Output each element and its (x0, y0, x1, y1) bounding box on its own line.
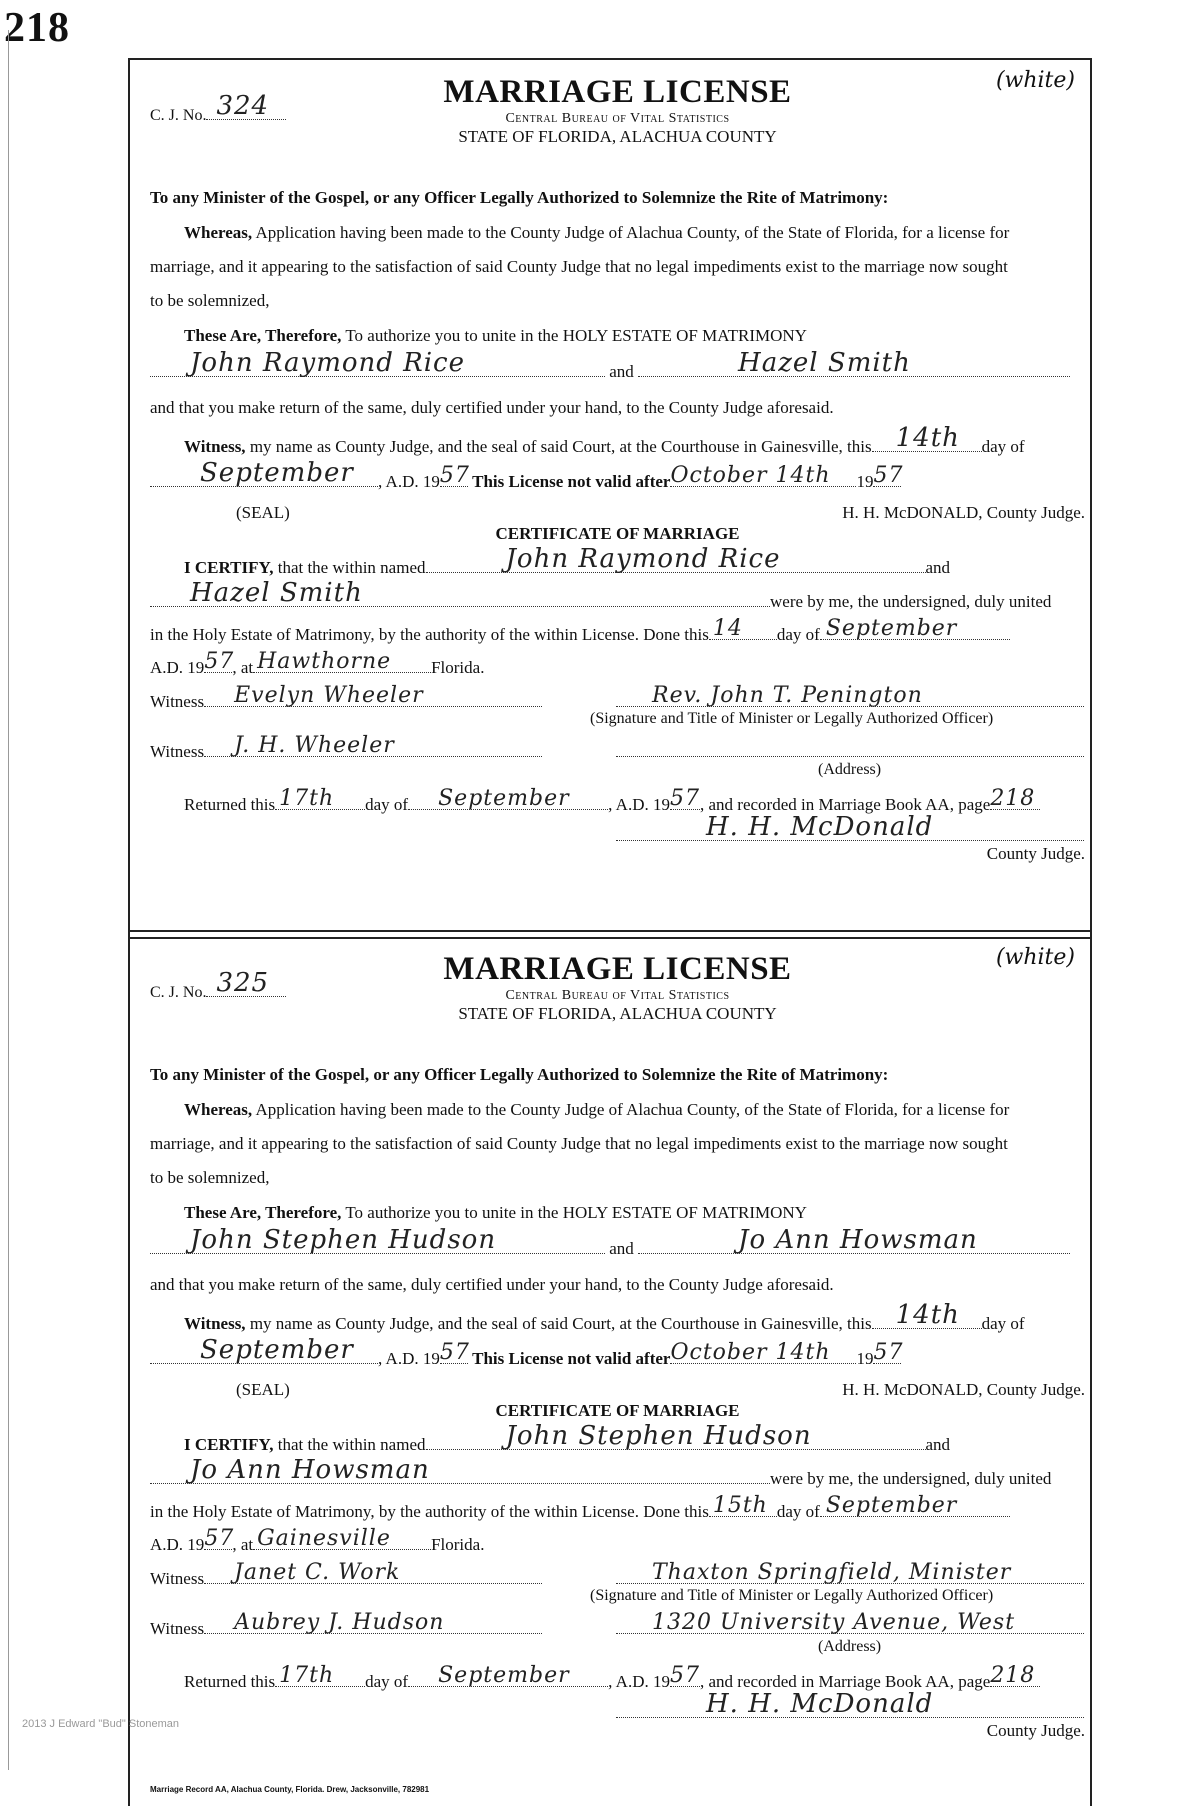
witness-text: my name as County Judge, and the seal of said Court, at the Courthouse in Gainesville, this (245, 437, 872, 456)
state-county: STATE OF FLORIDA, ALACHUA COUNTY (458, 127, 777, 146)
officiant-line (616, 683, 1084, 712)
returned-label: Returned this (184, 1672, 276, 1691)
returned-year-field (669, 1663, 700, 1688)
address-to: To any Minister of the Gospel, or any Officer Legally Authorized to Solemnize the Rite of Matrimony: (150, 1065, 889, 1084)
cert-bride: Jo Ann Howsman (190, 1455, 430, 1485)
officiant-field (616, 683, 1084, 708)
watermark: 2013 J Edward "Bud" Stoneman (22, 1718, 180, 1730)
page-number: 218 (4, 5, 70, 51)
certify-line (184, 544, 951, 578)
place-field (253, 649, 431, 674)
done-ad-label: A.D. 19 (150, 1535, 205, 1554)
ad-label: , A.D. 19 (378, 1349, 440, 1368)
issue-year-field (439, 1340, 470, 1365)
cert-bride-line (150, 578, 1052, 612)
holy-estate-text: in the Holy Estate of Matrimony, by the authority of the within License. Done this (150, 1502, 709, 1521)
place-line (150, 1526, 485, 1555)
witness-bold: Witness, (184, 1314, 246, 1333)
return-line: and that you make return of the same, duly certified under your hand, to the County Judge aforesaid. (150, 1275, 834, 1294)
place-line (150, 649, 485, 678)
names-line (150, 348, 1070, 382)
done-year-field (204, 649, 235, 674)
were-united-text: were by me, the undersigned, duly united (770, 1469, 1052, 1488)
bride-field (638, 1225, 1070, 1255)
officiant-address-line (616, 738, 1084, 762)
county-judge-label: County Judge. (986, 1721, 1085, 1740)
whereas-line-3: to be solemnized, (150, 1168, 270, 1187)
officiant-address-line (616, 1610, 1084, 1639)
and-label: and (609, 362, 634, 381)
judge-printed-name: H. H. McDONALD, County Judge. (842, 1380, 1085, 1399)
witness2-line (150, 1610, 542, 1639)
cert-bride: Hazel Smith (190, 578, 363, 608)
done-month: September (825, 1493, 958, 1518)
valid-year-field (873, 463, 904, 488)
issue-month: September (200, 458, 354, 488)
issue-date-line (150, 458, 904, 492)
county-judge-label: County Judge. (986, 844, 1085, 863)
certify-label: I CERTIFY, (184, 1435, 274, 1454)
returned-day-field (275, 1663, 365, 1688)
returned-month-field (408, 786, 608, 811)
returned-year: 57 (669, 1663, 700, 1688)
bureau-name: Central Bureau of Vital Statistics (505, 988, 730, 1003)
returned-month-field (408, 1663, 608, 1688)
certify-line (184, 1421, 951, 1455)
return-line: and that you make return of the same, duly certified under your hand, to the County Judge aforesaid. (150, 398, 834, 417)
cert-groom: John Stephen Hudson (505, 1421, 812, 1451)
done-day-of: day of (776, 625, 820, 644)
page-edge (8, 30, 13, 1770)
race-annotation: (white) (995, 945, 1075, 970)
done-year: 57 (204, 1526, 235, 1551)
license-title-block (150, 951, 1085, 1024)
issue-day: 14th (895, 1300, 960, 1330)
groom-name: John Stephen Hudson (190, 1225, 497, 1255)
officiant-signature: Thaxton Springfield, Minister (652, 1560, 1012, 1585)
signature-caption: (Signature and Title of Minister or Legally Authorized Officer) (590, 710, 994, 727)
issue-date-line (150, 1335, 904, 1369)
bride-name: Jo Ann Howsman (738, 1225, 978, 1255)
place: Hawthorne (257, 649, 392, 674)
returned-month: September (438, 786, 570, 811)
record-page-field (990, 1663, 1040, 1688)
address-caption: (Address) (818, 1638, 882, 1655)
issue-month-field (150, 458, 378, 488)
issue-day-field (872, 423, 982, 453)
record-page-field (990, 786, 1040, 811)
certificate-title: CERTIFICATE OF MARRIAGE (495, 524, 740, 543)
holy-estate-text: in the Holy Estate of Matrimony, by the authority of the within License. Done this (150, 625, 709, 644)
florida-label: Florida. (431, 658, 485, 677)
done-day: 14 (712, 616, 743, 641)
whereas-label: Whereas, (184, 223, 253, 242)
witness2-label: Witness (150, 1619, 205, 1638)
at-label: , at (232, 658, 254, 677)
cj-label: C. J. No. (150, 107, 207, 124)
witness1-line (150, 683, 542, 712)
witness1-field (204, 683, 542, 708)
witness-text: my name as County Judge, and the seal of said Court, at the Courthouse in Gainesville, this (245, 1314, 872, 1333)
returned-day-of: day of (365, 795, 409, 814)
certify-text: that the within named (273, 558, 426, 577)
issue-day-field (872, 1300, 982, 1330)
license-324 (150, 58, 1085, 928)
judge-signature-field (616, 1689, 1084, 1719)
valid-year: 57 (873, 1340, 904, 1365)
license-title-block (150, 74, 1085, 147)
seal-label: (SEAL) (236, 1380, 290, 1399)
not-valid-label: This License not valid after (472, 1349, 671, 1368)
valid-until-field (670, 463, 856, 488)
whereas-line-2: marriage, and it appearing to the satisfaction of said County Judge that no legal impediments exist to the marriage now sought (150, 1134, 1008, 1153)
certify-text: that the within named (273, 1435, 426, 1454)
whereas-text-1: Application having been made to the County Judge of Alachua County, of the State of Florida, for a license for (252, 1100, 1010, 1119)
witness2-line (150, 733, 542, 762)
done-day-field (709, 1493, 777, 1518)
judge-signature: H. H. McDonald (706, 1689, 934, 1719)
race-annotation: (white) (995, 68, 1075, 93)
returned-day-of: day of (365, 1672, 409, 1691)
license-325 (150, 935, 1085, 1805)
and-label: and (609, 1239, 634, 1258)
certify-label: I CERTIFY, (184, 558, 274, 577)
judge-signature-field (616, 812, 1084, 842)
judge-signature-line (616, 1689, 1084, 1723)
recorded-text: , and recorded in Marriage Book AA, page (699, 1672, 991, 1691)
state-county: STATE OF FLORIDA, ALACHUA COUNTY (458, 1004, 777, 1023)
address-caption: (Address) (818, 761, 882, 778)
cj-number: 324 (216, 91, 270, 121)
judge-signature-line (616, 812, 1084, 846)
signature-caption: (Signature and Title of Minister or Legally Authorized Officer) (590, 1587, 994, 1604)
witness2-label: Witness (150, 742, 205, 761)
at-label: , at (232, 1535, 254, 1554)
witness1-label: Witness (150, 692, 205, 711)
whereas-line-3: to be solemnized, (150, 291, 270, 310)
returned-month: September (438, 1663, 570, 1688)
done-year-field (204, 1526, 235, 1551)
these-are-text: To authorize you to unite in the HOLY ESTATE OF MATRIMONY (341, 326, 807, 345)
witness-judge-line (184, 423, 1025, 457)
cert-and-label: and (925, 1435, 951, 1454)
returned-ad: , A.D. 19 (608, 795, 670, 814)
officiant-address: 1320 University Avenue, West (652, 1610, 1016, 1635)
valid-nineteen: 19 (856, 472, 874, 491)
whereas-line-1 (184, 1100, 1009, 1120)
license-title: MARRIAGE LICENSE (443, 951, 792, 987)
returned-year: 57 (669, 786, 700, 811)
officiant-field (616, 1560, 1084, 1585)
valid-nineteen: 19 (856, 1349, 874, 1368)
florida-label: Florida. (431, 1535, 485, 1554)
bureau-name: Central Bureau of Vital Statistics (505, 111, 730, 126)
witness1-field (204, 1560, 542, 1585)
day-of-label: day of (981, 1314, 1025, 1333)
seal-label: (SEAL) (236, 503, 290, 522)
whereas-line-1 (184, 223, 1009, 243)
officiant-address-field (616, 738, 1084, 757)
valid-until: October 14th (670, 463, 831, 488)
cj-number: 325 (216, 968, 270, 998)
cert-bride-field (150, 578, 770, 608)
cert-groom-field (426, 544, 926, 574)
witness1: Janet C. Work (234, 1560, 401, 1585)
groom-field (150, 1225, 605, 1255)
done-line (150, 1493, 1010, 1522)
issue-year: 57 (439, 1340, 470, 1365)
not-valid-label: This License not valid after (472, 472, 671, 491)
these-are-text: To authorize you to unite in the HOLY ESTATE OF MATRIMONY (341, 1203, 807, 1222)
witness2: J. H. Wheeler (234, 733, 395, 758)
record-page: 218 (990, 1663, 1036, 1688)
these-are-line (184, 1203, 807, 1223)
valid-year-field (873, 1340, 904, 1365)
judge-signature: H. H. McDonald (706, 812, 934, 842)
cert-groom: John Raymond Rice (505, 544, 781, 574)
returned-ad: , A.D. 19 (608, 1672, 670, 1691)
were-united-text: were by me, the undersigned, duly united (770, 592, 1052, 611)
returned-day: 17th (279, 1663, 335, 1688)
names-line (150, 1225, 1070, 1259)
done-day-of: day of (776, 1502, 820, 1521)
officiant-line (616, 1560, 1084, 1589)
witness1-label: Witness (150, 1569, 205, 1588)
cert-bride-line (150, 1455, 1052, 1489)
record-page: 218 (990, 786, 1036, 811)
cert-and-label: and (925, 558, 951, 577)
officiant-address-field (616, 1610, 1084, 1635)
done-month-field (820, 616, 1010, 641)
returned-year-field (669, 786, 700, 811)
issue-month: September (200, 1335, 354, 1365)
done-ad-label: A.D. 19 (150, 658, 205, 677)
witness2: Aubrey J. Hudson (234, 1610, 445, 1635)
done-month: September (825, 616, 958, 641)
judge-printed-name: H. H. McDONALD, County Judge. (842, 503, 1085, 522)
ad-label: , A.D. 19 (378, 472, 440, 491)
whereas-line-2: marriage, and it appearing to the satisfaction of said County Judge that no legal impediments exist to the marriage now sought (150, 257, 1008, 276)
witness2-field (204, 1610, 542, 1635)
done-day-field (709, 616, 777, 641)
these-are-label: These Are, Therefore, (184, 1203, 342, 1222)
recorded-text: , and recorded in Marriage Book AA, page (699, 795, 991, 814)
witness1-line (150, 1560, 542, 1589)
returned-day-field (275, 786, 365, 811)
whereas-label: Whereas, (184, 1100, 253, 1119)
done-line (150, 616, 1010, 645)
certificate-title: CERTIFICATE OF MARRIAGE (495, 1401, 740, 1420)
these-are-line (184, 326, 807, 346)
bride-name: Hazel Smith (738, 348, 911, 378)
returned-day: 17th (279, 786, 335, 811)
valid-year: 57 (873, 463, 904, 488)
officiant-signature: Rev. John T. Penington (652, 683, 923, 708)
witness1: Evelyn Wheeler (234, 683, 424, 708)
bride-field (638, 348, 1070, 378)
issue-year-field (439, 463, 470, 488)
footer-imprint: Marriage Record AA, Alachua County, Florida. Drew, Jacksonville, 782981 (150, 1785, 430, 1794)
valid-until: October 14th (670, 1340, 831, 1365)
done-day: 15th (712, 1493, 768, 1518)
these-are-label: These Are, Therefore, (184, 326, 342, 345)
place-field (253, 1526, 431, 1551)
issue-day: 14th (895, 423, 960, 453)
address-to: To any Minister of the Gospel, or any Officer Legally Authorized to Solemnize the Rite of Matrimony: (150, 188, 889, 207)
cert-groom-field (426, 1421, 926, 1451)
day-of-label: day of (981, 437, 1025, 456)
witness-judge-line (184, 1300, 1025, 1334)
returned-label: Returned this (184, 795, 276, 814)
groom-name: John Raymond Rice (190, 348, 465, 378)
done-year: 57 (204, 649, 235, 674)
whereas-text-1: Application having been made to the County Judge of Alachua County, of the State of Florida, for a license for (252, 223, 1010, 242)
valid-until-field (670, 1340, 856, 1365)
place: Gainesville (257, 1526, 391, 1551)
cert-bride-field (150, 1455, 770, 1485)
groom-field (150, 348, 605, 378)
issue-year: 57 (439, 463, 470, 488)
witness2-field (204, 733, 542, 758)
done-month-field (820, 1493, 1010, 1518)
issue-month-field (150, 1335, 378, 1365)
license-title: MARRIAGE LICENSE (443, 74, 792, 110)
cj-label: C. J. No. (150, 984, 207, 1001)
witness-bold: Witness, (184, 437, 246, 456)
